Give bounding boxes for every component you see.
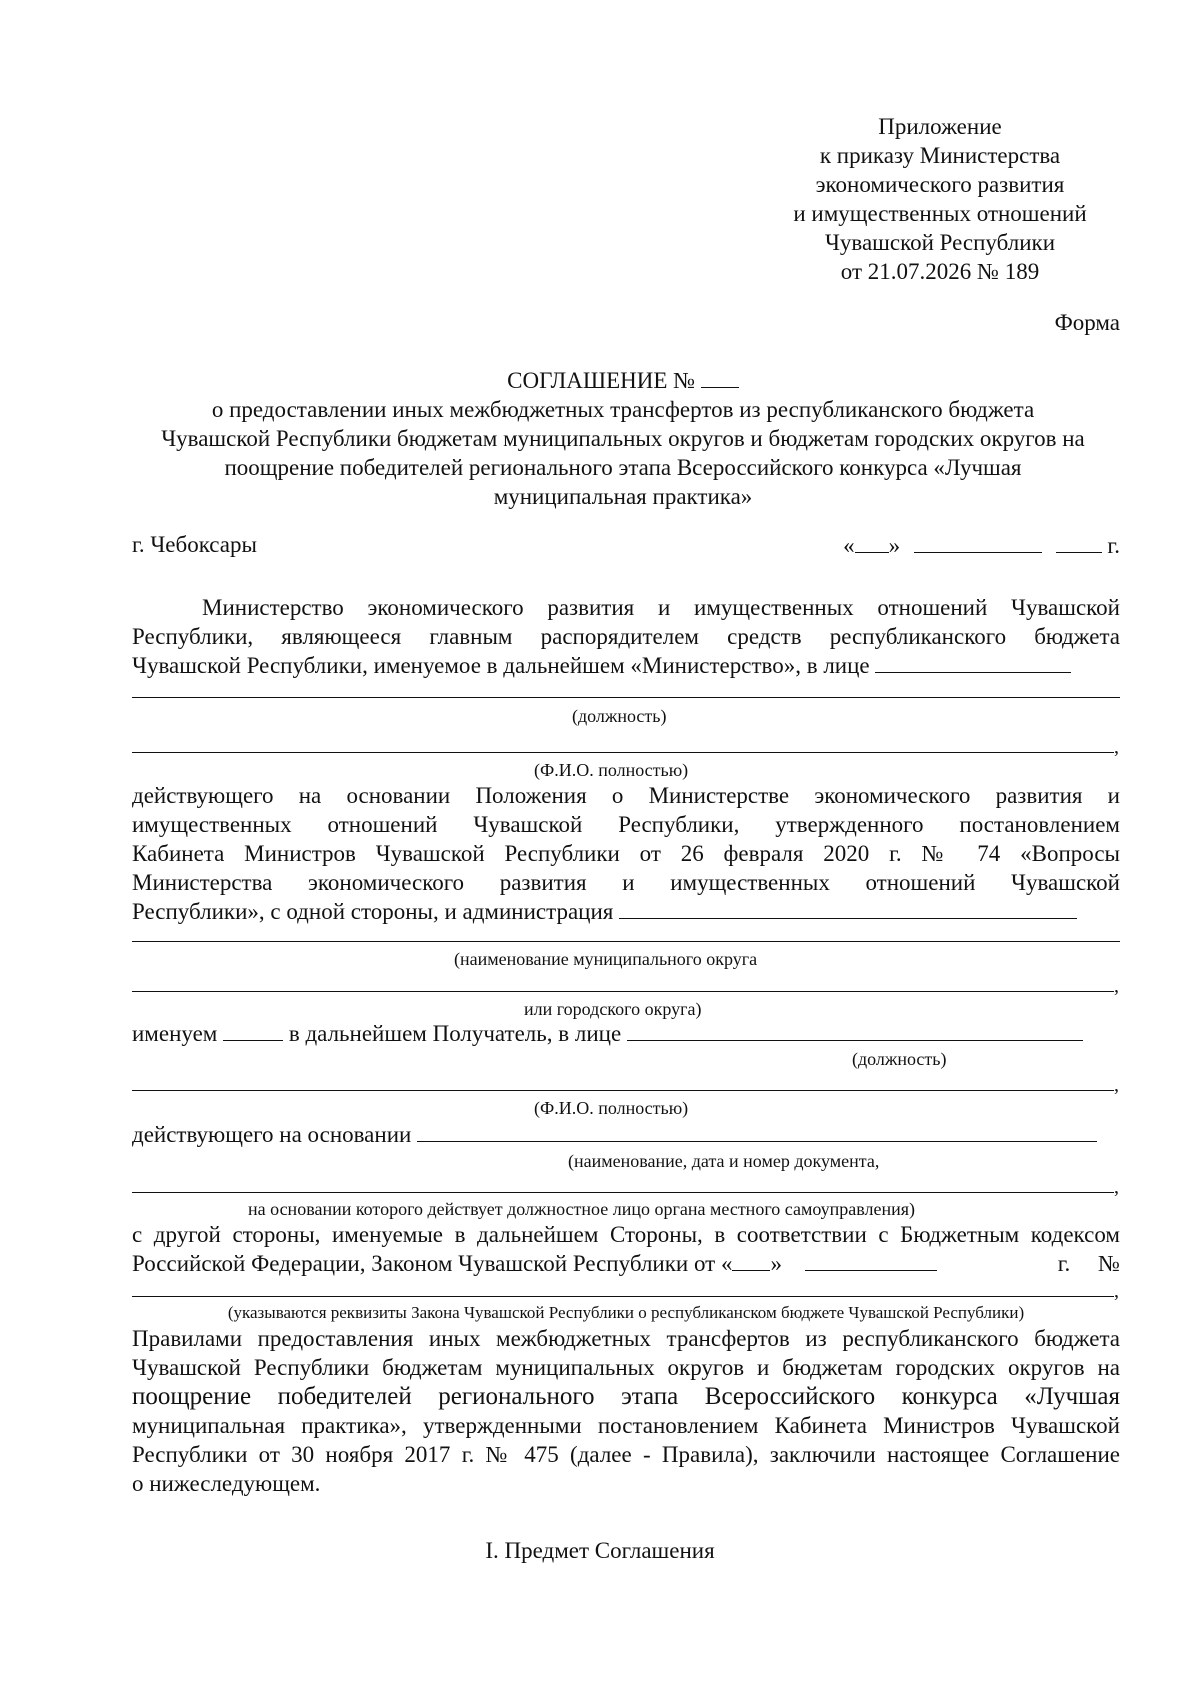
title-line: о предоставлении иных межбюджетных трансфертов из республиканского бюджета bbox=[211, 397, 1035, 422]
hint-fio-1: (Ф.И.О. полностью) bbox=[534, 760, 689, 780]
para1-line: Министерство экономического развития и имущественных отношений Чувашской bbox=[202, 595, 1120, 620]
date-open-quote: « bbox=[843, 533, 855, 558]
law-details-line[interactable] bbox=[132, 1296, 1114, 1297]
law-close-quote: » bbox=[770, 1251, 782, 1276]
hint-position-1: (должность) bbox=[572, 706, 667, 726]
title-heading-text: СОГЛАШЕНИЕ № bbox=[507, 368, 696, 393]
position-line-1[interactable] bbox=[132, 697, 1120, 698]
acting-basis-line bbox=[132, 1120, 1097, 1149]
para3-line: с другой стороны, именуемые в дальнейшем Стороны, в соответствии с Бюджетным кодексом bbox=[132, 1222, 1120, 1247]
hint-doc-1: (наименование, дата и номер документа, bbox=[568, 1151, 880, 1171]
appendix-line: Чувашской Республики bbox=[824, 230, 1056, 255]
para2-line: действующего на основании Положения о Министерстве экономического развития и bbox=[132, 783, 1120, 808]
para3-line-2 bbox=[132, 1249, 1120, 1278]
para1-line bbox=[132, 651, 1120, 680]
acting-basis-text: действующего на основании bbox=[132, 1122, 412, 1147]
municipal-line-2[interactable] bbox=[132, 991, 1114, 992]
appendix-line: экономического развития bbox=[815, 172, 1065, 197]
para1-line: Республики, являющееся главным распорядителем средств республиканского бюджета bbox=[132, 624, 1120, 649]
para4-line: муниципальная практика», утвержденными постановлением Кабинета Министров Чувашской bbox=[132, 1413, 1120, 1438]
comma: , bbox=[1114, 1280, 1119, 1302]
para2-line-text: Республики», с одной стороны, и администрация bbox=[132, 899, 614, 924]
title-heading bbox=[128, 366, 1118, 395]
title-line: поощрение победителей регионального этапа Всероссийского конкурса «Лучшая bbox=[224, 455, 1022, 480]
hint-municipal-2: или городского округа) bbox=[524, 999, 702, 1019]
para2-line: Министерства экономического развития и имущественных отношений Чувашской bbox=[132, 870, 1120, 895]
hint-municipal-1: (наименование муниципального округа bbox=[454, 949, 758, 969]
appendix-line: от 21.07.2026 № 189 bbox=[840, 259, 1040, 284]
law-ref bbox=[132, 1249, 937, 1278]
para1-line-text: Чувашской Республики, именуемое в дальнейшем «Министерство», в лице bbox=[132, 653, 870, 678]
date-month-blank[interactable] bbox=[914, 532, 1042, 553]
date-blank bbox=[843, 532, 1120, 559]
hint-doc-2: на основании которого действует должностное лицо органа местного самоуправления) bbox=[248, 1199, 916, 1219]
law-ref-text: Российской Федерации, Законом Чувашской Республики от « bbox=[132, 1251, 733, 1276]
law-year-number: г. № bbox=[1057, 1251, 1120, 1276]
agreement-title bbox=[128, 366, 1118, 511]
title-line: Чувашской Республики бюджетам муниципальных округов и бюджетам городских округов на bbox=[161, 426, 1085, 451]
para2-line: Кабинета Министров Чувашской Республики от 26 февраля 2020 г. № 74 «Вопросы bbox=[132, 841, 1120, 866]
date-close-quote: » bbox=[888, 533, 901, 558]
para4 bbox=[132, 1324, 1120, 1498]
fio-line-2[interactable] bbox=[132, 1090, 1114, 1091]
law-month-blank[interactable] bbox=[805, 1250, 937, 1271]
para1 bbox=[132, 593, 1120, 680]
comma: , bbox=[1114, 1074, 1119, 1096]
date-day-blank[interactable] bbox=[855, 532, 889, 553]
administration-blank[interactable] bbox=[619, 898, 1077, 919]
para4-line: поощрение победителей регионального этапа Всероссийского конкурса «Лучшая bbox=[132, 1383, 1120, 1410]
law-day-blank[interactable] bbox=[732, 1250, 770, 1271]
appendix-line: Приложение bbox=[878, 114, 1002, 139]
para2-line: имущественных отношений Чувашской Республики, утвержденного постановлением bbox=[132, 812, 1120, 837]
recipient-representative-blank[interactable] bbox=[627, 1020, 1083, 1041]
section-heading: I. Предмет Соглашения bbox=[485, 1538, 715, 1563]
title-line: муниципальная практика» bbox=[493, 484, 753, 509]
date-year-suffix: г. bbox=[1107, 533, 1120, 558]
comma: , bbox=[1114, 1176, 1119, 1198]
document-line[interactable] bbox=[132, 1192, 1114, 1193]
hint-fio-2: (Ф.И.О. полностью) bbox=[534, 1098, 689, 1118]
appendix-line: к приказу Министерства bbox=[819, 143, 1061, 168]
acting-basis-blank[interactable] bbox=[417, 1121, 1097, 1142]
named-prefix: именуем bbox=[132, 1021, 218, 1046]
hint-position-2: (должность) bbox=[852, 1049, 947, 1069]
ending-blank[interactable] bbox=[223, 1020, 283, 1041]
municipal-line-1[interactable] bbox=[132, 941, 1120, 942]
place: г. Чебоксары bbox=[132, 532, 257, 557]
para4-line: о нижеследующем. bbox=[132, 1471, 321, 1496]
para2-line bbox=[132, 897, 1120, 926]
para4-line: Правилами предоставления иных межбюджетных трансфертов из республиканского бюджета bbox=[132, 1326, 1120, 1351]
comma: , bbox=[1114, 975, 1119, 997]
para2 bbox=[132, 781, 1120, 926]
form-label: Форма bbox=[1054, 310, 1120, 335]
para3 bbox=[132, 1220, 1120, 1278]
hint-law: (указываются реквизиты Закона Чувашской Республики о республиканском бюджете Чувашской Республики) bbox=[227, 1303, 1025, 1322]
comma: , bbox=[1114, 736, 1119, 758]
fio-line-1[interactable] bbox=[132, 752, 1114, 753]
recipient-line bbox=[132, 1019, 1083, 1048]
named-suffix: в дальнейшем Получатель, в лице bbox=[288, 1021, 622, 1046]
date-year-blank[interactable] bbox=[1056, 532, 1102, 553]
para4-line: Республики от 30 ноября 2017 г. № 475 (далее - Правила), заключили настоящее Соглашение bbox=[132, 1442, 1120, 1467]
para4-line: Чувашской Республики бюджетам муниципальных округов и бюджетам городских округов на bbox=[132, 1355, 1120, 1380]
representative-blank[interactable] bbox=[875, 652, 1071, 673]
appendix-line: и имущественных отношений bbox=[793, 201, 1087, 226]
agreement-number-blank[interactable] bbox=[701, 369, 739, 388]
appendix-header bbox=[740, 112, 1140, 286]
